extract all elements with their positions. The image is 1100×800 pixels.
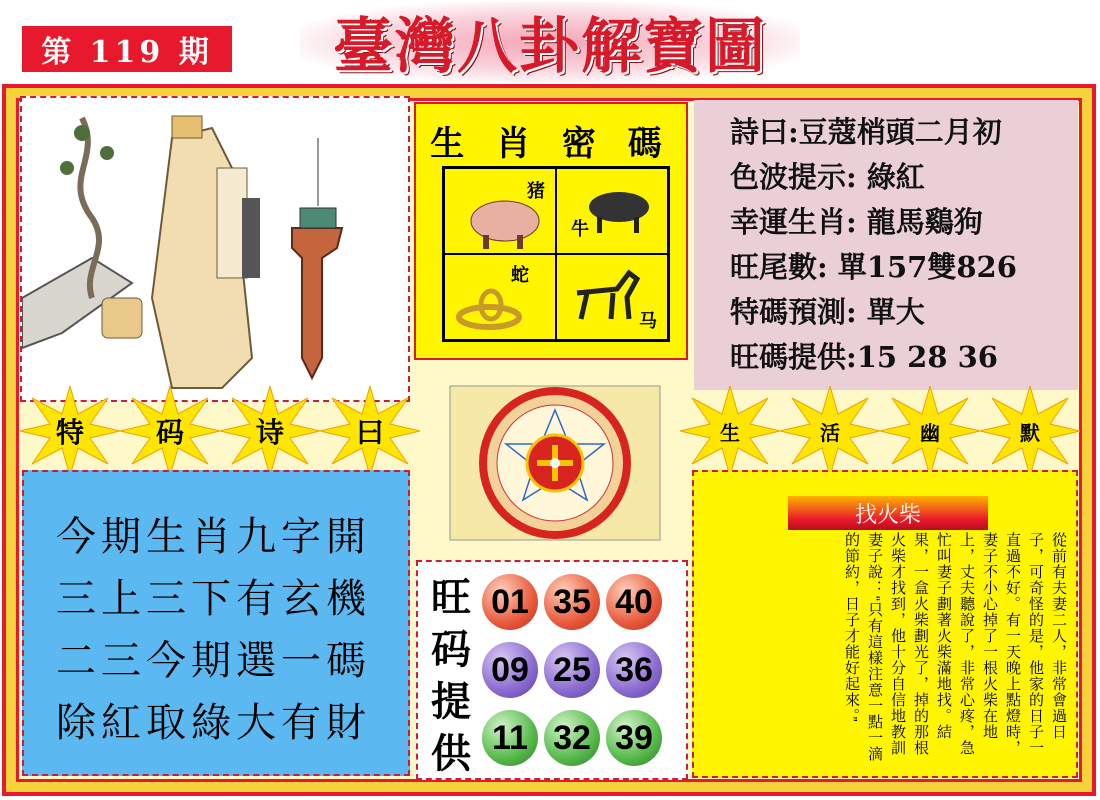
poem-panel [22, 470, 410, 776]
page-title: 臺灣八卦解寶圖 [333, 12, 767, 82]
star-badge [880, 386, 980, 476]
number-ball: 39 [606, 710, 662, 766]
lucky-zodiac: 幸運生肖: 龍馬鷄狗 [730, 205, 983, 239]
scholar-drawing [22, 98, 408, 400]
horse-icon [567, 263, 647, 323]
zodiac-cell-snake [444, 254, 556, 340]
pig-icon [455, 183, 555, 253]
scholar-illustration [20, 96, 410, 402]
lucky-numbers-title: 旺码提供 [431, 574, 471, 777]
star-badge [220, 386, 320, 476]
star-label: 特 [55, 416, 84, 449]
poem-line: 三上三下有玄機 [56, 576, 371, 622]
right-star-row [680, 386, 1080, 476]
special-prediction: 特碼預測: 單大 [730, 295, 925, 329]
poem-line: 二三今期選一碼 [56, 638, 371, 684]
color-hint: 色波提示: 綠紅 [730, 160, 925, 194]
number-ball: 32 [544, 710, 600, 766]
snake-icon [451, 275, 531, 335]
star-badge [680, 386, 780, 476]
number-ball: 40 [606, 574, 662, 630]
ox-icon [579, 179, 659, 239]
star-label: 默 [1020, 420, 1040, 445]
number-ball: 35 [544, 574, 600, 630]
number-ball: 36 [606, 642, 662, 698]
star-badge [980, 386, 1080, 476]
story-body: 從前有夫妻二人，非常會過日子，可奇怪的是，他家的日子一直過不好。有一天晚上點燈時，妻子不小心掉了一根火柴在地上，丈夫聽說了，非常心疼，急忙叫妻子劃著火柴滿地找。結果，一盒火柴劃光了，掉的那根火柴才找到，他十分自信地教訓妻子說：“只有這樣注意一點一滴的節約，日子才能好起來。” [843, 532, 1067, 762]
star-label: 曰 [355, 416, 384, 449]
star-label: 幽 [920, 420, 940, 445]
poem-hint: 詩曰:豆蔻梢頭二月初 [730, 115, 1002, 149]
lucky-numbers-panel [416, 560, 688, 780]
star-label: 活 [820, 420, 840, 445]
prediction-info-panel [694, 100, 1078, 390]
poem-line: 今期生肖九字開 [56, 514, 371, 560]
tail-numbers: 旺尾數: 單157雙826 [730, 250, 1017, 284]
hot-numbers: 旺碼提供:15 28 36 [730, 340, 998, 374]
issue-number: 第 119 期 [22, 26, 232, 72]
star-badge [320, 386, 420, 476]
zodiac-label: 蛇 [511, 265, 529, 286]
number-ball: 11 [482, 710, 538, 766]
zodiac-label: 猪 [527, 181, 545, 202]
poem-line: 除紅取綠大有財 [56, 700, 371, 746]
zodiac-code-box [414, 102, 688, 360]
star-label: 诗 [255, 416, 284, 449]
zodiac-cell-ox [556, 168, 668, 254]
left-star-row [20, 386, 420, 476]
bagua-compass [444, 382, 666, 544]
number-ball-grid [482, 574, 664, 766]
story-title: 找火柴 [788, 496, 988, 530]
zodiac-grid [442, 166, 670, 342]
compass-icon [444, 382, 666, 544]
number-ball: 25 [544, 642, 600, 698]
zodiac-label: 马 [639, 311, 657, 332]
story-panel [692, 470, 1078, 778]
star-badge [20, 386, 120, 476]
star-label: 码 [155, 416, 184, 449]
zodiac-cell-horse [556, 254, 668, 340]
zodiac-cell-pig [444, 168, 556, 254]
star-label: 生 [720, 420, 740, 445]
page-title-banner [300, 2, 800, 82]
number-ball: 01 [482, 574, 538, 630]
star-badge [780, 386, 880, 476]
star-badge [120, 386, 220, 476]
zodiac-label: 牛 [571, 219, 589, 240]
number-ball: 09 [482, 642, 538, 698]
zodiac-box-title: 生 肖 密 碼 [430, 124, 672, 164]
